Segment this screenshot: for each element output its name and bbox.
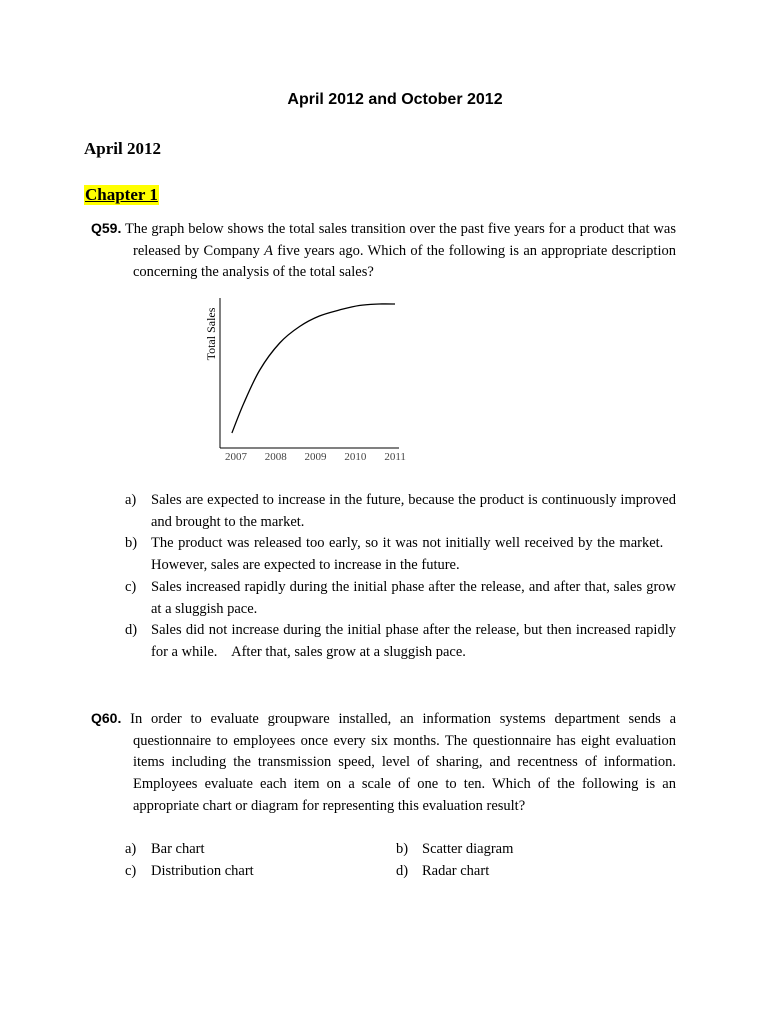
answer-option [396, 861, 676, 883]
option-letter: d) [125, 622, 138, 639]
chart-tick-labels [225, 451, 406, 463]
option-letter: b) [396, 841, 409, 857]
option-text: Scatter diagram [422, 841, 514, 857]
option-text: Distribution chart [151, 862, 254, 879]
answer-option [125, 577, 676, 620]
x-tick-label: 2009 [304, 451, 327, 463]
section-heading: April 2012 [84, 139, 161, 158]
x-tick-label: 2008 [264, 451, 287, 463]
question-text-cont: five years ago. Which of the following is an appropriate description concerning the analysis of the total sales? [133, 242, 676, 281]
question-text: The graph below shows the total sales transition over the past five years for a product that was released by Company [124, 221, 676, 259]
question-label: Q59. [91, 220, 122, 236]
company-name: A [264, 242, 274, 259]
option-text: The product was released too early, so it was not initially well received by the market. However, sales are expected to increase in the future. [151, 535, 676, 574]
question-q59 [91, 218, 676, 284]
option-text: Sales increased rapidly during the initial phase after the release, and after that, sales grow at a sluggish pace. [151, 578, 676, 617]
chapter-heading: Chapter 1 [85, 185, 158, 204]
question-text: In order to evaluate groupware installed, an information systems department sends a questionnaire to employees once every six months. The questionnaire has eight evaluation items including the transmission speed, level of sharing, and recentness of information. Employees evaluate each item on a scale of one to ten. Which of the following is an appropriate chart or diagram for representing this evaluation result? [130, 711, 676, 814]
answer-option [125, 620, 676, 663]
option-letter: a) [125, 492, 137, 508]
answer-option [396, 839, 676, 861]
x-tick-label: 2007 [225, 451, 247, 463]
option-text: Bar chart [151, 841, 205, 857]
total-sales-chart [195, 292, 415, 467]
sales-curve [232, 304, 395, 433]
q60-options [125, 839, 676, 882]
option-letter: c) [125, 578, 137, 595]
chart-series [232, 304, 395, 433]
y-axis-label: Total Sales [204, 307, 218, 361]
option-letter: a) [125, 841, 137, 857]
option-letter: b) [125, 535, 138, 552]
option-text: Sales did not increase during the initial phase after the release, but then increased rapidly for a while. After that, sales grow at a sluggish pace. [151, 622, 676, 660]
option-letter: d) [396, 862, 409, 879]
question-label: Q60. [91, 710, 122, 726]
answer-option [125, 533, 676, 576]
x-tick-label: 2011 [384, 451, 406, 463]
option-letter: c) [125, 862, 137, 879]
x-tick-label: 2010 [344, 451, 367, 463]
question-q60 [91, 708, 676, 818]
option-text: Sales are expected to increase in the future, because the product is continuously improved and brought to the market. [151, 492, 676, 530]
answer-option [125, 839, 396, 861]
answer-option [125, 861, 396, 883]
q59-options [125, 490, 676, 664]
option-text: Radar chart [422, 862, 490, 879]
page-title: April 2012 and October 2012 [287, 91, 503, 108]
answer-option [125, 490, 676, 533]
